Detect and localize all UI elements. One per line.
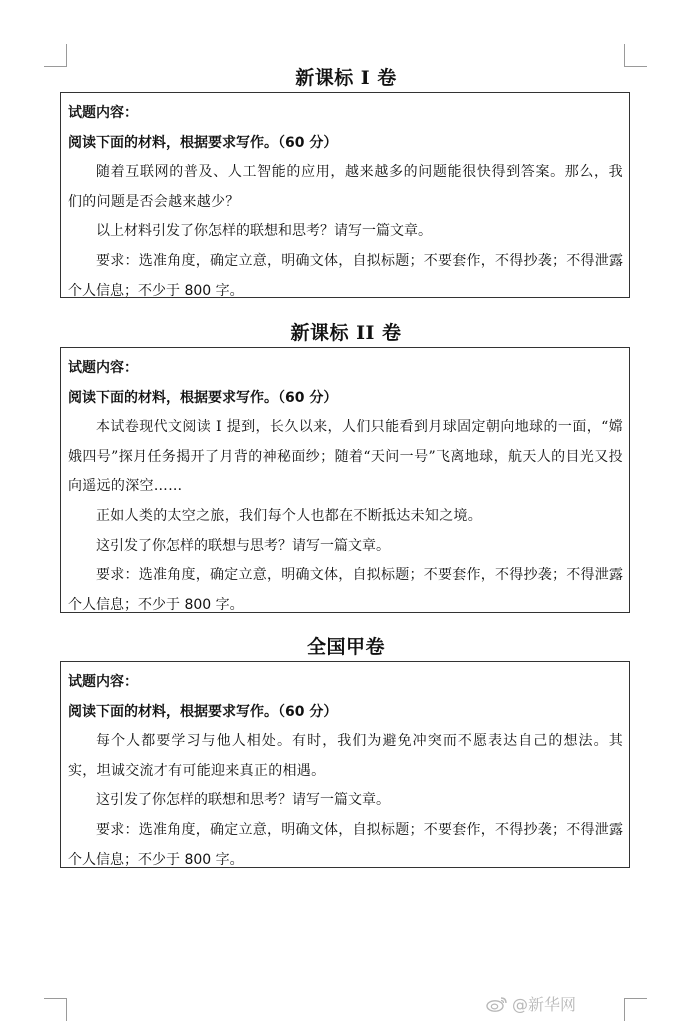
prompt-paragraph: 这引发了你怎样的联想和思考？请写一篇文章。 — [96, 792, 390, 809]
crop-mark-bottom-right — [624, 998, 647, 1021]
requirements-paragraph: 要求：选准角度，确定立意，明确文体，自拟标题；不要套作，不得抄袭；不得泄露个人信息；不少于 800 字。 — [68, 252, 623, 299]
watermark-text: @新华网 — [512, 995, 577, 1014]
question-box-1 — [60, 92, 630, 298]
section-title-1: 新课标 I 卷 — [295, 67, 397, 89]
prompt-paragraph: 以上材料引发了你怎样的联想和思考？请写一篇文章。 — [96, 223, 432, 240]
content-label: 试题内容： — [68, 674, 138, 690]
section-title-3: 全国甲卷 — [306, 636, 385, 658]
prompt-paragraph: 这引发了你怎样的联想与思考？请写一篇文章。 — [96, 537, 390, 554]
watermark — [486, 992, 576, 1015]
crop-mark-top-right — [624, 44, 647, 67]
question-box-2 — [60, 347, 630, 613]
requirements-paragraph: 要求：选准角度，确定立意，明确文体，自拟标题；不要套作，不得抄袭；不得泄露个人信息；不少于 800 字。 — [68, 821, 623, 868]
instruction-heading: 阅读下面的材料，根据要求写作。（60 分） — [68, 703, 338, 720]
crop-mark-top-left — [44, 44, 67, 67]
crop-mark-bottom-left — [44, 998, 67, 1021]
material-paragraph: 随着互联网的普及、人工智能的应用，越来越多的问题能很快得到答案。那么，我们的问题是否会越来越少？ — [68, 164, 623, 210]
content-label: 试题内容： — [68, 360, 138, 376]
material-paragraph: 每个人都要学习与他人相处。有时，我们为避免冲突而不愿表达自己的想法。其实，坦诚交流才有可能迎来真正的相遇。 — [68, 733, 623, 779]
question-box-3 — [60, 661, 630, 868]
instruction-heading: 阅读下面的材料，根据要求写作。（60 分） — [68, 389, 338, 406]
content-label: 试题内容： — [68, 105, 138, 121]
weibo-icon — [486, 996, 508, 1012]
instruction-heading: 阅读下面的材料，根据要求写作。（60 分） — [68, 134, 338, 151]
material-paragraph: 本试卷现代文阅读 I 提到，长久以来，人们只能看到月球固定朝向地球的一面，“嫦娥四号”探月任务揭开了月背的神秘面纱；随着“天问一号”飞离地球，航天人的目光又投向遥远的深空…… — [68, 419, 623, 495]
section-title-2: 新课标 II 卷 — [290, 322, 402, 344]
requirements-paragraph: 要求：选准角度，确定立意，明确文体，自拟标题；不要套作，不得抄袭；不得泄露个人信息；不少于 800 字。 — [68, 567, 623, 613]
material-paragraph: 正如人类的太空之旅，我们每个人也都在不断抵达未知之境。 — [96, 507, 483, 524]
